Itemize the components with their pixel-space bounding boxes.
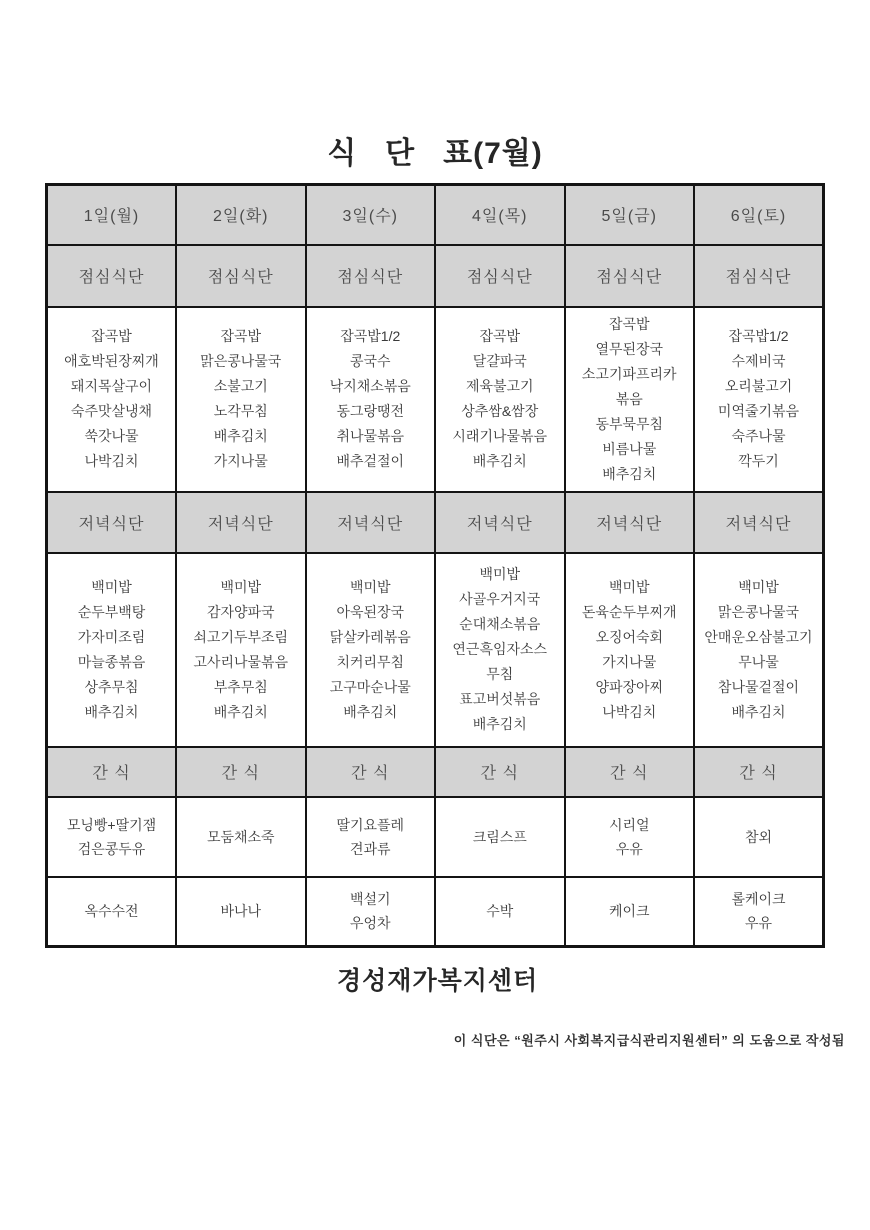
day-header-cell: 2일(화) [176, 185, 306, 245]
menu-item: 백설기 [349, 891, 391, 908]
dinner-menu-row [47, 553, 824, 747]
menu-item: 콩국수 [349, 353, 391, 369]
menu-item: 우엉차 [349, 915, 391, 932]
menu-item: 배추김치 [84, 703, 139, 720]
menu-item: 연근흑임자소스 [452, 641, 548, 657]
snack-row-1 [47, 797, 824, 877]
menu-item: 백미밥 [479, 566, 521, 582]
dinner-menu-cell [47, 553, 177, 747]
menu-item: 감자양파국 [206, 603, 275, 620]
menu-item: 바나나 [220, 903, 262, 920]
menu-item: 롤케이크 [731, 891, 786, 908]
menu-item: 오리불고기 [724, 378, 793, 394]
menu-item: 케이크 [608, 903, 650, 920]
snack-header-cell: 간 식 [694, 747, 824, 797]
lunch-menu-cell [694, 307, 824, 492]
menu-item: 가자미조림 [77, 628, 146, 645]
snack-header-cell: 간 식 [47, 747, 177, 797]
lunch-header-cell: 점심식단 [306, 245, 436, 307]
dinner-menu-cell [694, 553, 824, 747]
menu-item: 상추쌈&쌈장 [461, 403, 539, 419]
menu-item: 나박김치 [602, 703, 657, 720]
menu-item: 크림스프 [472, 828, 527, 845]
menu-item: 잡곡밥 [479, 328, 521, 344]
dinner-header-cell: 저녁식단 [565, 492, 695, 553]
snack1-cell [47, 797, 177, 877]
dinner-header-cell: 저녁식단 [306, 492, 436, 553]
menu-item: 우유 [615, 840, 643, 857]
snack-header-cell: 간 식 [176, 747, 306, 797]
menu-item: 제육불고기 [465, 378, 534, 394]
menu-item: 백미밥 [220, 578, 262, 595]
menu-item: 배추김치 [343, 703, 398, 720]
menu-item: 잡곡밥1/2 [340, 328, 401, 344]
page-title: 식 단 표(7월) [327, 137, 543, 170]
snack1-cell [565, 797, 695, 877]
menu-item: 백미밥 [91, 578, 132, 595]
menu-item: 오징어숙회 [595, 628, 664, 645]
dinner-menu-cell [435, 553, 565, 747]
lunch-header-cell: 점심식단 [435, 245, 565, 307]
menu-item: 잡곡밥 [91, 328, 132, 344]
menu-item: 돼지목살구이 [70, 378, 153, 394]
day-header-row [47, 185, 824, 245]
lunch-header-row [47, 245, 824, 307]
menu-item: 배추김치 [731, 703, 786, 720]
menu-item: 부추무침 [213, 678, 268, 695]
menu-item: 닭살카레볶음 [329, 628, 411, 645]
menu-item: 모닝빵+딸기잼 [66, 816, 157, 833]
menu-item: 수제비국 [731, 353, 786, 369]
menu-item: 배추김치 [472, 716, 527, 732]
snack2-cell [176, 877, 306, 947]
menu-item: 돈육순두부찌개 [581, 603, 677, 620]
snack2-cell [47, 877, 177, 947]
snack-header-cell: 간 식 [306, 747, 436, 797]
menu-item: 숙주나물 [731, 428, 786, 444]
dinner-menu-cell [176, 553, 306, 747]
lunch-header-cell: 점심식단 [176, 245, 306, 307]
menu-item: 순두부백탕 [77, 603, 146, 620]
menu-item: 참나물겉절이 [717, 678, 800, 695]
dinner-header-cell: 저녁식단 [435, 492, 565, 553]
menu-item: 모둠채소죽 [206, 828, 275, 845]
dinner-header-cell: 저녁식단 [694, 492, 824, 553]
menu-item: 나박김치 [84, 453, 139, 469]
day-header-cell: 5일(금) [565, 185, 695, 245]
snack-row-2 [47, 877, 824, 947]
menu-item: 배추김치 [472, 453, 527, 469]
attribution-note: 이 식단은 “원주시 사회복지급식관리지원센터” 의 도움으로 작성됨 [453, 1033, 845, 1048]
menu-item: 검은콩두유 [77, 840, 146, 857]
day-header-cell: 6일(토) [694, 185, 824, 245]
menu-item: 마늘종볶음 [77, 653, 146, 670]
day-header-cell: 1일(월) [47, 185, 177, 245]
dinner-menu-cell [565, 553, 695, 747]
menu-item: 견과류 [349, 840, 391, 857]
snack2-cell [306, 877, 436, 947]
menu-item: 아욱된장국 [336, 603, 405, 620]
menu-item: 동그랑땡전 [336, 403, 405, 419]
menu-item: 백미밥 [608, 578, 650, 595]
menu-item: 소불고기 [213, 378, 268, 394]
menu-item: 사골우거지국 [459, 591, 541, 607]
menu-item: 맑은콩나물국 [200, 353, 282, 369]
menu-item: 무나물 [738, 653, 779, 670]
menu-item: 표고버섯볶음 [459, 691, 541, 707]
menu-item: 시래기나물볶음 [452, 428, 548, 444]
lunch-menu-row [47, 307, 824, 492]
menu-item: 치커리무침 [336, 653, 405, 670]
menu-item: 볶음 [615, 390, 643, 407]
day-header-cell: 4일(목) [435, 185, 565, 245]
menu-item: 수박 [486, 903, 514, 920]
menu-item: 안매운오삼불고기 [704, 628, 813, 645]
menu-item: 취나물볶음 [336, 428, 405, 444]
menu-item: 쇠고기두부조림 [193, 628, 289, 645]
menu-item: 배추김치 [213, 703, 268, 720]
menu-item: 옥수수전 [84, 903, 139, 920]
menu-item: 애호박된장찌개 [64, 353, 159, 369]
menu-item: 잡곡밥 [220, 328, 262, 344]
snack-header-row [47, 747, 824, 797]
menu-item: 쑥갓나물 [84, 428, 139, 444]
snack1-cell [306, 797, 436, 877]
lunch-menu-cell [306, 307, 436, 492]
dinner-header-cell: 저녁식단 [176, 492, 306, 553]
menu-item: 잡곡밥 [608, 315, 650, 332]
snack-header-cell: 간 식 [565, 747, 695, 797]
dinner-menu-cell [306, 553, 436, 747]
menu-item: 가지나물 [602, 653, 657, 670]
center-name: 경성재가복지센터 [337, 967, 539, 995]
dinner-header-cell: 저녁식단 [47, 492, 177, 553]
menu-item: 우유 [744, 915, 773, 932]
snack2-cell [435, 877, 565, 947]
snack2-cell [565, 877, 695, 947]
menu-item: 배추겉절이 [336, 453, 405, 469]
menu-item: 고사리나물볶음 [193, 653, 289, 670]
menu-item: 비름나물 [602, 440, 657, 457]
menu-item: 노각무침 [213, 403, 268, 419]
menu-item: 잡곡밥1/2 [728, 328, 789, 344]
snack1-cell [694, 797, 824, 877]
lunch-header-cell: 점심식단 [694, 245, 824, 307]
menu-item: 숙주맛살냉채 [70, 403, 153, 419]
lunch-menu-cell [47, 307, 177, 492]
snack1-cell [176, 797, 306, 877]
menu-item: 시리얼 [608, 816, 650, 833]
menu-item: 상추무침 [84, 678, 139, 695]
day-header-cell: 3일(수) [306, 185, 436, 245]
menu-table [45, 183, 825, 948]
menu-item: 참외 [744, 828, 773, 845]
menu-item: 백미밥 [349, 578, 391, 595]
menu-item: 무침 [486, 666, 514, 682]
menu-item: 맑은콩나물국 [717, 603, 800, 620]
menu-item: 열무된장국 [595, 340, 664, 357]
menu-item: 배추김치 [602, 465, 657, 482]
menu-item: 미역줄기볶음 [717, 403, 800, 419]
menu-item: 배추김치 [213, 428, 268, 444]
lunch-header-cell: 점심식단 [47, 245, 177, 307]
menu-table-body [47, 185, 824, 947]
snack-header-cell: 간 식 [435, 747, 565, 797]
lunch-menu-cell [435, 307, 565, 492]
menu-item: 낙지채소볶음 [329, 378, 411, 394]
snack1-cell [435, 797, 565, 877]
lunch-menu-cell [565, 307, 695, 492]
snack2-cell [694, 877, 824, 947]
menu-item: 순대채소볶음 [459, 616, 541, 632]
menu-item: 양파장아찌 [595, 678, 664, 695]
menu-item: 소고기파프리카 [581, 365, 677, 382]
menu-item: 가지나물 [213, 453, 268, 469]
menu-item: 깍두기 [738, 453, 779, 469]
menu-item: 백미밥 [738, 578, 779, 595]
menu-item: 딸기요플레 [336, 816, 405, 833]
lunch-header-cell: 점심식단 [565, 245, 695, 307]
menu-item: 고구마순나물 [329, 678, 411, 695]
dinner-header-row [47, 492, 824, 553]
menu-item: 달걀파국 [472, 353, 527, 369]
lunch-menu-cell [176, 307, 306, 492]
menu-item: 동부묵무침 [595, 415, 664, 432]
